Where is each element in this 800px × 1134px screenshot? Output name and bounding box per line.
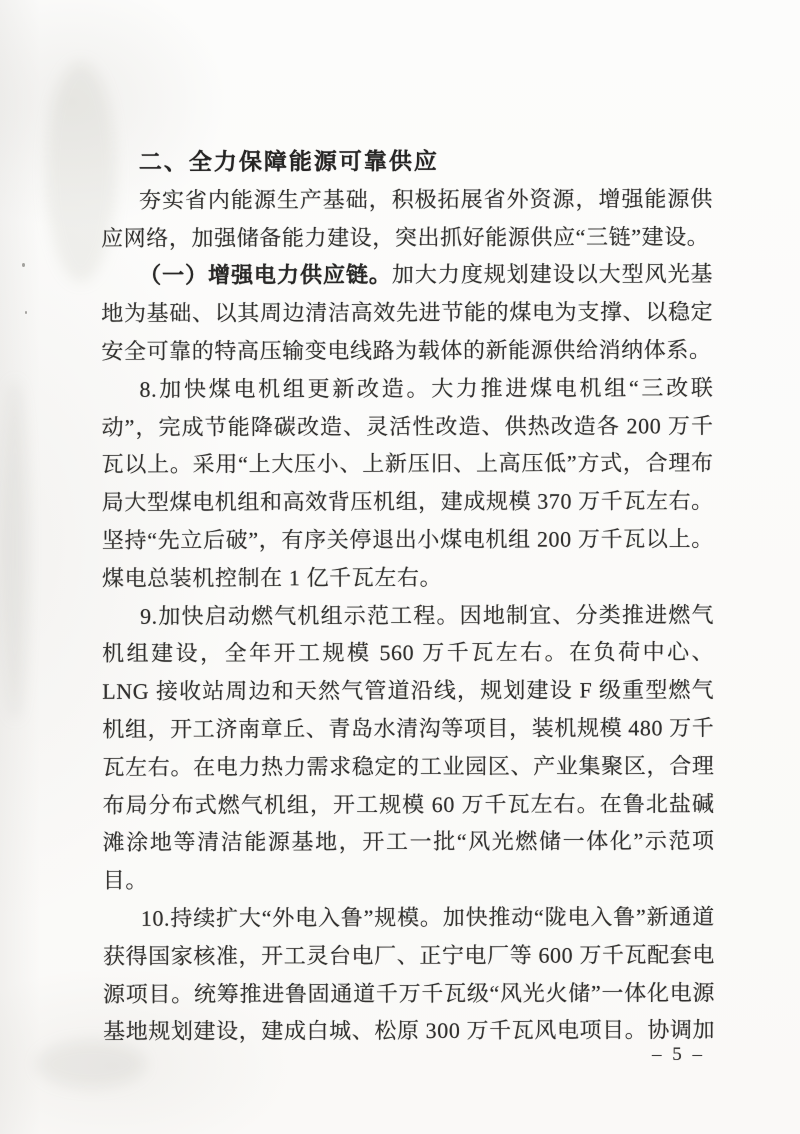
page-content	[101, 142, 715, 1051]
paragraph	[102, 596, 715, 900]
paragraph	[101, 256, 713, 371]
section-heading: 二、全力保障能源可靠供应	[138, 147, 439, 175]
paragraph-lead: 10.持续扩大“外电入鲁”规模。	[140, 904, 443, 931]
paragraph-body: 夯实省内能源生产基础，积极拓展省外资源，增强能源供应网络，加强储备能力建设，突出抓好能源供应“三链”建设。	[101, 185, 713, 251]
paragraph-body: 加大力度规划建设以大型风光基地为基础、以其周边清洁高效先进节能的煤电为支撑、以稳定安全可靠的特高压输变电线路为载体的新能源供给消纳体系。	[101, 261, 714, 364]
scan-speck	[22, 263, 25, 267]
paragraph	[101, 180, 713, 257]
paragraph-body: 加快推动“陇电入鲁”新通道获得国家核准，开工灵台电厂、正宁电厂等 600 万千瓦配套电源项目。统筹推进鲁固通道千万千瓦级“风光火储”一体化电源基地规划建设，建成白城、松原 300 万千瓦风电项目。协调加	[102, 904, 716, 1045]
paragraph-lead: 8.加快煤电机组更新改造。	[139, 375, 432, 402]
scan-speck	[25, 311, 27, 314]
paragraph	[103, 898, 715, 1051]
paragraph	[101, 369, 714, 597]
paragraph-lead: （一）增强电力供应链。	[139, 262, 392, 289]
paragraph-body: 因地制宜、分类推进燃气机组建设，全年开工规模 560 万千瓦左右。在负荷中心、LNG 接收站周边和天然气管道沿线，规划建设 F 级重型燃气机组，开工济南章丘、青岛水清沟等项目，装机规模 480 万千瓦左右。在电力热力需求稳定的工业园区、产业集聚区，合理布局分布式燃气机组，开工规模 60 万千瓦左右。在鲁北盐碱滩涂地等清洁能源基地，开工一批“风光燃储一体化”示范项目。	[102, 601, 715, 893]
scan-smudge	[2, 380, 28, 720]
paragraph-body: 大力推进煤电机组“三改联动”，完成节能降碳改造、灵活性改造、供热改造各 200 万千瓦以上。采用“上大压小、上新压旧、上高压低”方式，合理布局大型煤电机组和高效背压机组，建成规模 370 万千瓦左右。坚持“先立后破”，有序关停退出小煤电机组 200 万千瓦以上。煤电总装机控制在 1 亿千瓦左右。	[101, 374, 714, 591]
paragraph-lead: 9.加快启动燃气机组示范工程。	[140, 602, 460, 629]
page-number: – 5 –	[652, 1044, 705, 1065]
